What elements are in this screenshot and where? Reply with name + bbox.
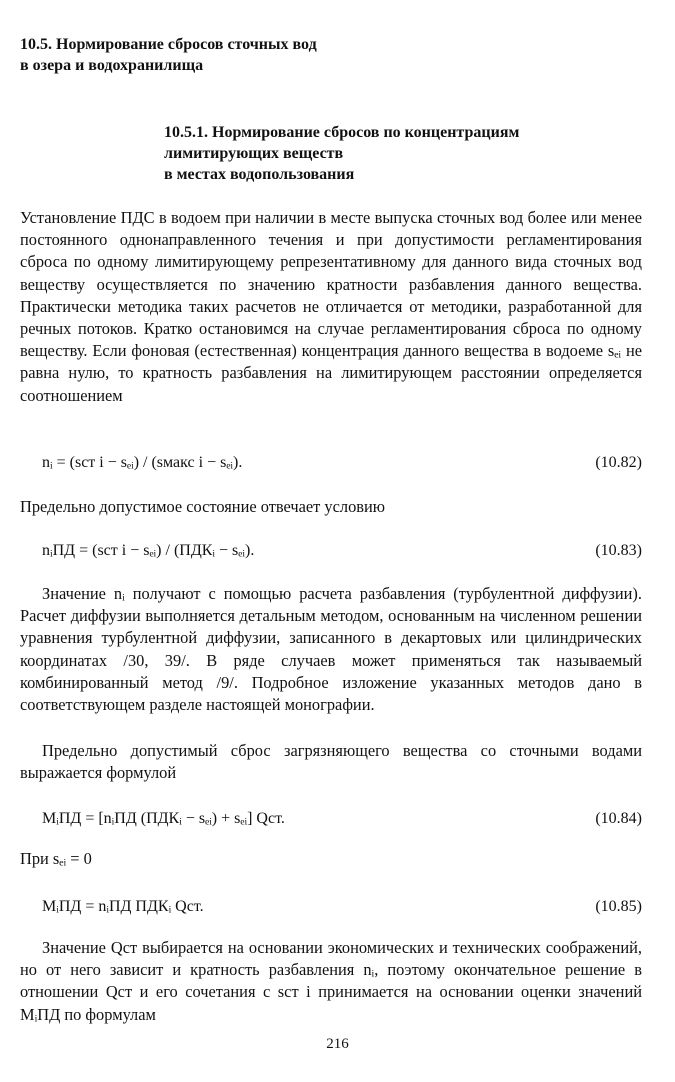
formula-10-82-expression: nᵢ = (sст i − sₑᵢ) / (sмакс i − sₑᵢ).	[42, 454, 243, 471]
formula-10-85-expression: MᵢПД = nᵢПД ПДКᵢ Qст.	[42, 898, 204, 915]
subsection-title-line1: 10.5.1. Нормирование сбросов по концентрациям	[164, 124, 520, 141]
formula-10-82-number: (10.82)	[595, 454, 642, 471]
formula-10-85-number: (10.85)	[595, 898, 642, 915]
section-title	[20, 34, 580, 76]
subsection-title-line2: лимитирующих веществ	[164, 145, 344, 162]
subsection-title	[164, 122, 644, 185]
formula-10-83-expression: nᵢПД = (sст i − sₑᵢ) / (ПДКᵢ − sₑᵢ).	[42, 542, 255, 559]
paragraph-4: Предельно допустимый сброс загрязняющего вещества со сточными водами выражается формулой	[20, 741, 642, 783]
section-title-line2: в озера и водохранилища	[20, 57, 204, 74]
paragraph-5: Значение Qст выбирается на основании экономических и технических соображений, но от него зависит и кратность разбавления nᵢ, поэтому окончательное решение в отношении Qст и его сочетания с sст i принимается на основании оценки значений MᵢПД по формулам	[20, 938, 642, 1024]
formula-10-82	[20, 450, 642, 476]
formula-10-83-number: (10.83)	[595, 542, 642, 559]
condition-text: При sₑᵢ = 0	[20, 849, 92, 868]
subsection-title-line3: в местах водопользования	[164, 166, 355, 183]
formula-10-83	[20, 538, 642, 564]
section-title-line1: 10.5. Нормирование сбросов сточных вод	[20, 36, 317, 53]
formula-10-85	[20, 894, 642, 920]
paragraph-2: Предельно допустимое состояние отвечает условию	[20, 497, 386, 516]
formula-10-84-number: (10.84)	[595, 810, 642, 827]
paragraph-1: Установление ПДС в водоем при наличии в месте выпуска сточных вод более или менее постоянного однонаправленного течения и при допустимости регламентирования сброса по одному лимитирующему репрезентативному для данного вида сточных вод веществу осуществляется по значению кратности разбавления данного вещества. Практически методика таких расчетов не отличается от методики, разработанной для речных потоков. Кратко остановимся на случае регламентирования сброса по одному веществу. Если фоновая (естественная) концентрация данного вещества в водоеме sₑᵢ не равна нулю, то кратность разбавления на лимитирующем расстоянии определяется соотношением	[20, 208, 642, 405]
formula-10-84	[20, 806, 642, 832]
formula-10-84-expression: MᵢПД = [nᵢПД (ПДКᵢ − sₑᵢ) + sₑᵢ] Qст.	[42, 810, 285, 827]
paragraph-3: Значение nᵢ получают с помощью расчета разбавления (турбулентной диффузии). Расчет диффузии выполняется детальным методом, основанным на численном решении уравнения турбулентной диффузии, записанного в декартовых или цилиндрических координатах /30, 39/. В ряде случаев может применяться так называемый комбинированный метод /9/. Подробное изложение указанных методов дано в соответствующем разделе настоящей монографии.	[20, 584, 642, 715]
page-number: 216	[326, 1036, 349, 1052]
